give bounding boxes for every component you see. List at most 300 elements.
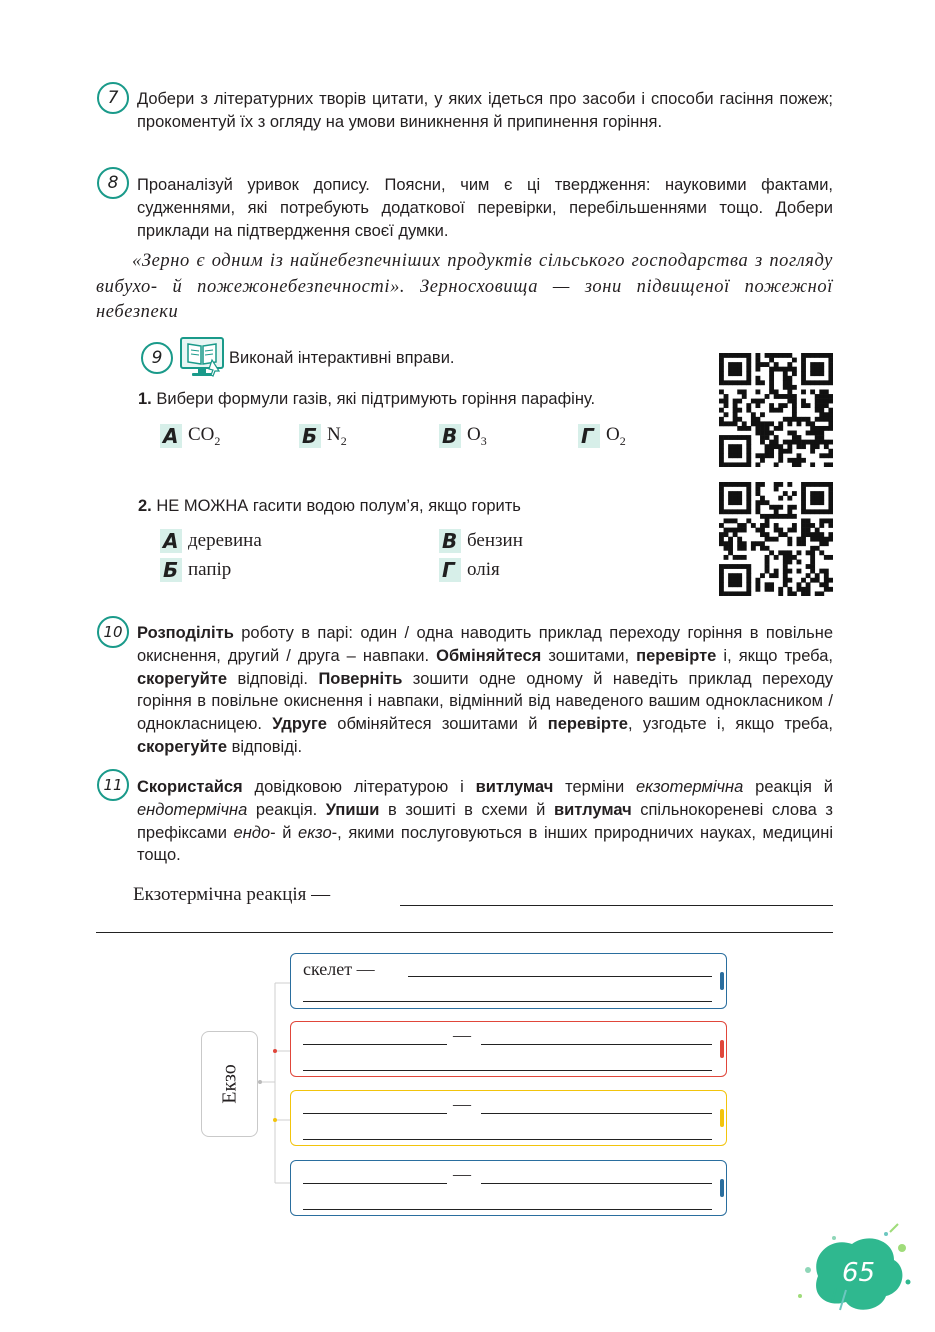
qr-module <box>728 550 733 555</box>
qr-module <box>810 444 815 449</box>
qr-module <box>742 523 747 528</box>
q1-option-b[interactable]: Б $N_2$ <box>299 424 347 449</box>
qr-module <box>765 353 770 358</box>
scheme-box-2-line-c[interactable] <box>303 1070 712 1071</box>
qr-module <box>819 394 824 399</box>
qr-module <box>778 514 783 519</box>
task-11-text <box>137 776 833 867</box>
qr-module <box>801 380 806 385</box>
qr-module <box>792 358 797 363</box>
qr-module <box>787 505 792 510</box>
qr-module <box>769 371 774 376</box>
qr-module <box>828 500 833 505</box>
qr-module <box>787 550 792 555</box>
qr-module <box>810 560 815 565</box>
text-run: витлумач <box>475 778 554 796</box>
qr-module <box>810 491 815 496</box>
text-run: екзо <box>298 823 332 842</box>
qr-module <box>810 380 815 385</box>
qr-module <box>828 482 833 487</box>
qr-module <box>769 403 774 408</box>
question-2-text: НЕ МОЖНА гасити водою полум’я, якщо горить <box>156 497 521 515</box>
qr-module <box>728 462 733 467</box>
qr-module <box>815 399 820 404</box>
qr-module <box>769 444 774 449</box>
qr-module <box>797 435 802 440</box>
qr-module <box>769 353 774 358</box>
qr-module <box>765 532 770 537</box>
qr-module <box>742 541 747 546</box>
scheme-box-3-line-a[interactable] <box>303 1113 447 1114</box>
qr-module <box>737 491 742 496</box>
scheme-box-4-line-a[interactable] <box>303 1183 447 1184</box>
qr-module <box>755 528 760 533</box>
qr-module <box>746 426 751 431</box>
qr-module <box>810 426 815 431</box>
qr-module <box>787 496 792 501</box>
qr-module <box>769 573 774 578</box>
qr-code-1[interactable] <box>719 353 833 467</box>
qr-module <box>719 421 724 426</box>
qr-module <box>742 435 747 440</box>
qr-module <box>774 435 779 440</box>
qr-module <box>815 546 820 551</box>
qr-module <box>828 353 833 358</box>
qr-module <box>755 505 760 510</box>
qr-module <box>755 541 760 546</box>
qr-module <box>760 399 765 404</box>
qr-module <box>778 550 783 555</box>
qr-module <box>792 412 797 417</box>
qr-module <box>778 453 783 458</box>
qr-module <box>810 462 815 467</box>
qr-module <box>792 435 797 440</box>
qr-module <box>806 403 811 408</box>
qr-module <box>760 431 765 436</box>
text-run: витлумач <box>553 800 632 819</box>
q1-option-v[interactable]: В $O_3$ <box>439 424 487 449</box>
qr-module <box>815 435 820 440</box>
text-run: реакція й <box>743 778 833 796</box>
text-run: Поверніть <box>318 669 403 688</box>
qr-module <box>746 500 751 505</box>
qr-module <box>819 518 824 523</box>
qr-module <box>724 509 729 514</box>
qr-module <box>792 528 797 533</box>
qr-module <box>728 518 733 523</box>
q1-option-a[interactable]: А $CO_2$ <box>160 424 220 449</box>
qr-module <box>719 376 724 381</box>
qr-module <box>746 376 751 381</box>
qr-module <box>783 449 788 454</box>
qr-module <box>719 435 724 440</box>
qr-module <box>801 367 806 372</box>
qr-module <box>778 528 783 533</box>
qr-module <box>792 462 797 467</box>
scheme-root-label: Екзо <box>218 1064 240 1104</box>
qr-module <box>824 399 829 404</box>
qr-module <box>733 367 738 372</box>
qr-module <box>733 399 738 404</box>
qr-module <box>719 587 724 592</box>
qr-module <box>801 496 806 501</box>
qr-module <box>824 403 829 408</box>
qr-module <box>760 440 765 445</box>
qr-module <box>765 394 770 399</box>
qr-module <box>728 367 733 372</box>
qr-module <box>724 555 729 560</box>
qr-module <box>755 403 760 408</box>
qr-module <box>746 371 751 376</box>
qr-module <box>719 582 724 587</box>
qr-module <box>746 367 751 372</box>
qr-module <box>810 555 815 560</box>
scheme-box-4-line-c[interactable] <box>303 1209 712 1210</box>
qr-module <box>787 514 792 519</box>
task-number-8: 8 <box>97 167 129 199</box>
qr-module <box>787 421 792 426</box>
qr-module <box>774 487 779 492</box>
qr-module <box>733 362 738 367</box>
scheme-box-1-line-1[interactable] <box>408 976 712 977</box>
qr-module <box>760 541 765 546</box>
qr-module <box>819 582 824 587</box>
qr-module <box>810 564 815 569</box>
qr-module <box>824 582 829 587</box>
qr-module <box>755 431 760 436</box>
qr-module <box>746 509 751 514</box>
qr-module <box>733 532 738 537</box>
scheme-box-2-line-b[interactable] <box>481 1044 712 1045</box>
qr-module <box>819 417 824 422</box>
qr-module <box>751 399 756 404</box>
scheme-box-2: — <box>290 1021 727 1077</box>
qr-module <box>719 509 724 514</box>
qr-module <box>755 578 760 583</box>
qr-module <box>733 573 738 578</box>
qr-module <box>815 444 820 449</box>
qr-module <box>769 385 774 390</box>
qr-module <box>787 399 792 404</box>
qr-module <box>737 362 742 367</box>
task-10-text <box>137 622 833 759</box>
qr-module <box>806 417 811 422</box>
qr-module <box>778 408 783 413</box>
qr-module <box>769 431 774 436</box>
q2-option-g[interactable]: Г олія <box>439 558 500 582</box>
qr-module <box>742 462 747 467</box>
qr-module <box>828 587 833 592</box>
qr-module <box>737 546 742 551</box>
qr-module <box>719 569 724 574</box>
qr-module <box>824 440 829 445</box>
qr-module <box>801 487 806 492</box>
qr-module <box>810 421 815 426</box>
qr-module <box>806 482 811 487</box>
scheme-box-1-line-2[interactable] <box>303 1001 712 1002</box>
qr-module <box>765 560 770 565</box>
qr-module <box>778 403 783 408</box>
scheme-box-4-line-b[interactable] <box>481 1183 712 1184</box>
qr-module <box>810 371 815 376</box>
qr-module <box>760 421 765 426</box>
qr-module <box>828 462 833 467</box>
qr-module <box>828 523 833 528</box>
qr-module <box>828 371 833 376</box>
qr-module <box>792 555 797 560</box>
qr-module <box>724 399 729 404</box>
qr-module <box>801 482 806 487</box>
qr-module <box>787 537 792 542</box>
qr-module <box>801 389 806 394</box>
qr-module <box>819 509 824 514</box>
qr-module <box>828 491 833 496</box>
qr-module <box>719 362 724 367</box>
qr-module <box>828 367 833 372</box>
qr-module <box>787 449 792 454</box>
qr-module <box>801 371 806 376</box>
qr-module <box>760 435 765 440</box>
qr-module <box>737 578 742 583</box>
qr-module <box>719 532 724 537</box>
qr-module <box>783 367 788 372</box>
exothermic-answer-line[interactable] <box>400 905 833 906</box>
text-run: довідковою літературою і <box>242 778 476 796</box>
scheme-box-2-line-a[interactable] <box>303 1044 447 1045</box>
exothermic-answer-line-2[interactable] <box>96 932 833 933</box>
qr-module <box>769 505 774 510</box>
qr-module <box>728 435 733 440</box>
qr-module <box>760 528 765 533</box>
qr-module <box>787 353 792 358</box>
qr-module <box>746 518 751 523</box>
qr-module <box>783 394 788 399</box>
qr-module <box>769 440 774 445</box>
q2-option-b[interactable]: Б папір <box>160 558 231 582</box>
qr-module <box>828 555 833 560</box>
qr-module <box>769 408 774 413</box>
qr-module <box>755 362 760 367</box>
q2-option-v[interactable]: В бензин <box>439 529 523 553</box>
scheme-box-3-line-b[interactable] <box>481 1113 712 1114</box>
task-number-7: 7 <box>97 82 129 114</box>
text-run: Обміняйтеся <box>436 646 542 665</box>
qr-module <box>760 380 765 385</box>
qr-module <box>751 541 756 546</box>
qr-module <box>806 573 811 578</box>
qr-module <box>742 555 747 560</box>
task-number-10: 10 <box>97 616 129 648</box>
qr-module <box>797 458 802 463</box>
qr-module <box>719 541 724 546</box>
qr-module <box>755 380 760 385</box>
qr-module <box>746 505 751 510</box>
qr-module <box>765 582 770 587</box>
qr-module <box>828 412 833 417</box>
scheme-box-1-word: скелет — <box>303 959 375 979</box>
text-run: зошити одне одному й наведіть приклад переходу горіння в повільне окиснення і навпаки, відмінний від наведеного вашим однокласником / однокласницею. <box>137 669 833 734</box>
qr-module <box>778 449 783 454</box>
qr-module <box>733 453 738 458</box>
text-run: в зошиті в схеми й <box>379 800 554 819</box>
qr-module <box>828 449 833 454</box>
qr-module <box>787 569 792 574</box>
qr-module <box>824 412 829 417</box>
qr-module <box>783 564 788 569</box>
scheme-box-3-line-c[interactable] <box>303 1139 712 1140</box>
qr-module <box>724 532 729 537</box>
qr-module <box>797 421 802 426</box>
text-run: роботу в парі: один / одна наводить приклад переходу горіння в повільне окиснення, другий / друга – навпаки. <box>137 624 833 665</box>
qr-module <box>755 421 760 426</box>
qr-module <box>801 399 806 404</box>
qr-module <box>787 541 792 546</box>
qr-module <box>746 491 751 496</box>
qr-module <box>797 462 802 467</box>
qr-module <box>810 546 815 551</box>
qr-module <box>765 453 770 458</box>
qr-module <box>742 528 747 533</box>
qr-module <box>824 569 829 574</box>
qr-module <box>824 426 829 431</box>
qr-module <box>728 573 733 578</box>
qr-module <box>792 399 797 404</box>
qr-module <box>769 550 774 555</box>
qr-module <box>792 458 797 463</box>
qr-module <box>801 578 806 583</box>
qr-module <box>719 399 724 404</box>
qr-module <box>797 537 802 542</box>
qr-module <box>737 371 742 376</box>
qr-module <box>774 514 779 519</box>
qr-module <box>815 509 820 514</box>
qr-module <box>760 362 765 367</box>
qr-module <box>724 462 729 467</box>
qr-module <box>751 523 756 528</box>
qr-module <box>783 578 788 583</box>
qr-module <box>760 453 765 458</box>
qr-module <box>746 435 751 440</box>
qr-module <box>733 380 738 385</box>
qr-module <box>719 496 724 501</box>
qr-module <box>737 591 742 596</box>
qr-module <box>787 394 792 399</box>
qr-module <box>819 550 824 555</box>
qr-module <box>783 550 788 555</box>
qr-module <box>828 358 833 363</box>
text-run: ендотермічна <box>137 800 248 819</box>
qr-module <box>774 523 779 528</box>
qr-module <box>810 449 815 454</box>
qr-module <box>719 371 724 376</box>
qr-module <box>737 537 742 542</box>
qr-module <box>806 440 811 445</box>
qr-module <box>728 444 733 449</box>
qr-module <box>819 431 824 436</box>
task-8-quote: «Зерно є одним із найнебезпечніших продуктів сільського господарства з погляду вибухо- й пожежонебезпечності». Зерносховища — зони підвищеної пожежної небезпеки <box>96 251 833 322</box>
qr-module <box>774 462 779 467</box>
text-run: зошитами, <box>541 646 637 665</box>
qr-module <box>760 532 765 537</box>
qr-module <box>806 353 811 358</box>
qr-module <box>728 380 733 385</box>
qr-module <box>728 371 733 376</box>
qr-module <box>751 417 756 422</box>
qr-module <box>783 376 788 381</box>
qr-module <box>778 496 783 501</box>
qr-module <box>769 376 774 381</box>
qr-module <box>719 505 724 510</box>
qr-module <box>760 514 765 519</box>
qr-module <box>737 399 742 404</box>
qr-module <box>819 353 824 358</box>
qr-module <box>737 582 742 587</box>
qr-module <box>737 528 742 533</box>
qr-module <box>819 408 824 413</box>
qr-module <box>797 453 802 458</box>
qr-module <box>815 482 820 487</box>
qr-module <box>824 417 829 422</box>
qr-module <box>733 528 738 533</box>
qr-module <box>746 578 751 583</box>
q2-option-a[interactable]: А деревина <box>160 529 262 553</box>
qr-module <box>765 435 770 440</box>
qr-module <box>801 541 806 546</box>
qr-module <box>774 426 779 431</box>
qr-module <box>719 537 724 542</box>
qr-module <box>801 403 806 408</box>
qr-module <box>742 426 747 431</box>
qr-module <box>737 541 742 546</box>
qr-module <box>733 578 738 583</box>
qr-module <box>724 394 729 399</box>
qr-module <box>755 426 760 431</box>
q1-option-g[interactable]: Г $O_2$ <box>578 424 626 449</box>
qr-module <box>815 440 820 445</box>
qr-module <box>737 523 742 528</box>
scheme-box-3: — <box>290 1090 727 1146</box>
qr-module <box>815 491 820 496</box>
qr-module <box>765 546 770 551</box>
qr-module <box>724 591 729 596</box>
qr-module <box>806 550 811 555</box>
qr-module <box>719 358 724 363</box>
qr-module <box>828 487 833 492</box>
qr-module <box>824 394 829 399</box>
qr-module <box>742 591 747 596</box>
qr-module <box>810 550 815 555</box>
qr-module <box>746 582 751 587</box>
qr-module <box>828 496 833 501</box>
qr-module <box>778 591 783 596</box>
qr-module <box>719 417 724 422</box>
qr-module <box>755 482 760 487</box>
qr-module <box>742 564 747 569</box>
qr-module <box>760 500 765 505</box>
qr-module <box>819 367 824 372</box>
qr-module <box>765 587 770 592</box>
qr-code-2[interactable] <box>719 482 833 596</box>
task-7-text: Добери з літературних творів цитати, у яких ідеться про засоби і способи гасіння пожеж; прокоментуй їх з огляду на умови виникнення й припинення горіння. <box>137 90 833 131</box>
qr-module <box>819 389 824 394</box>
qr-module <box>783 491 788 496</box>
qr-module <box>728 528 733 533</box>
qr-module <box>733 435 738 440</box>
qr-module <box>787 417 792 422</box>
qr-module <box>746 362 751 367</box>
qr-module <box>755 491 760 496</box>
qr-module <box>815 578 820 583</box>
